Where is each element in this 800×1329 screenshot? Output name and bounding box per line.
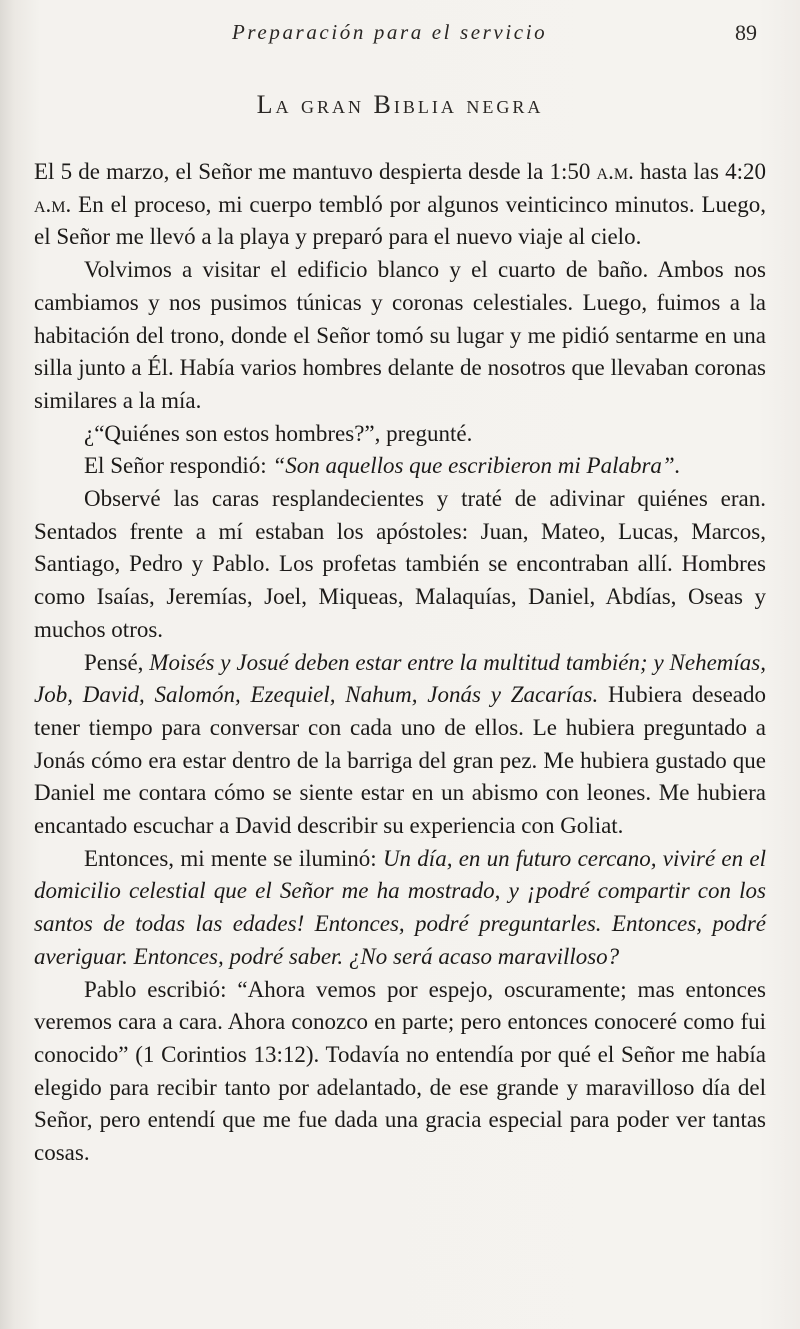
paragraph-7 (34, 843, 766, 974)
body-text (34, 156, 766, 1170)
chapter-title: La gran Biblia negra (256, 90, 544, 119)
time-am-2: a.m. (34, 191, 72, 217)
paragraph-1-text-a: El 5 de marzo, el Señor me mantuvo despierta desde la 1:50 (34, 159, 597, 184)
paragraph-4-text-a: El Señor respondió: (84, 453, 273, 479)
running-header (0, 20, 800, 50)
paragraph-1-text-e: En el proceso, mi cuerpo tembló por algunos veinticinco minutos. Luego, el Señor me llevó a la playa y preparó para el nuevo viaje al cielo. (34, 191, 766, 250)
lord-quote: “Son aquellos que escribieron mi Palabra”. (272, 453, 681, 479)
paragraph-6 (34, 647, 766, 843)
paragraph-6-text-a: Pensé, (84, 649, 150, 675)
paragraph-3: ¿“Quiénes son estos hombres?”, pregunté. (84, 420, 473, 446)
paragraph-1-text-c: hasta las 4:20 (633, 159, 766, 184)
paragraph-8: Pablo escribió: “Ahora vemos por espejo, oscuramente; mas entonces veremos cara a cara. Ahora conozco en parte; pero entonces conoceré como fui conocido” (1 Corintios 13:12). Todavía no entendía por qué el Señor me había elegido para recibir tanto por adelantado, de ese grande y maravilloso día del Señor, pero entendí que me fue dada una gracia especial para poder ver tantas cosas. (34, 976, 766, 1166)
paragraph-2: Volvimos a visitar el edificio blanco y el cuarto de baño. Ambos nos cambiamos y nos pusimos túnicas y coronas celestiales. Luego, fuimos a la habitación del trono, donde el Señor tomó su lugar y me pidió sentarme en una silla junto a Él. Había varios hombres delante de nosotros que llevaban coronas similares a la mía. (34, 257, 766, 413)
paragraph-4 (34, 450, 766, 483)
paragraph-5: Observé las caras resplandecientes y traté de adivinar quiénes eran. Sentados frente a mí estaban los apóstoles: Juan, Mateo, Lucas, Marcos, Santiago, Pedro y Pablo. Los profetas también se encontraban allí. Hombres como Isaías, Jeremías, Joel, Miqueas, Malaquías, Daniel, Abdías, Oseas y muchos otros. (34, 486, 766, 642)
paragraph-6-text-c: Hubiera deseado tener tiempo para conversar con cada uno de ellos. Le hubiera preguntado a Jonás cómo era estar dentro de la barriga del gran pez. Me hubiera gustado que Daniel me contara cómo se siente estar en un abismo con leones. Me hubiera encantado escuchar a David describir su experiencia con Goliat. (34, 682, 766, 839)
page-number: 89 (735, 20, 757, 45)
running-title: Preparación para el servicio (232, 20, 548, 44)
paragraph-1 (34, 156, 766, 254)
paragraph-7-text-a: Entonces, mi mente se iluminó: (84, 845, 383, 871)
revelation-italic: Un día, en un futuro cercano, viviré en el domicilio celestial que el Señor me ha mostrado, y ¡podré compartir con los santos de todas las edades! Entonces, podré preguntarles. Entonces, podré averiguar. Entonces, podré saber. ¿No será acaso maravilloso? (34, 845, 766, 969)
thought-italic: Moisés y Josué deben estar entre la multitud también; y Nehemías, Job, David, Salomón, Ezequiel, Nahum, Jonás y Zacarías. (34, 649, 766, 708)
time-am-1: a.m. (596, 159, 634, 184)
